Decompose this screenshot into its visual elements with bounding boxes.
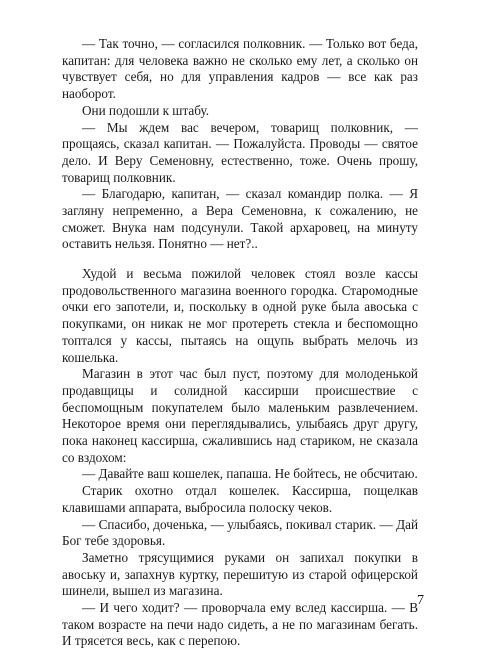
paragraph: — Так точно, — согласился полковник. — Только вот беда, капитан: для человека важно не сколько ему лет, а сколько он чувствует себя, но для управления кадров — все как раз наоборот. xyxy=(62,36,418,102)
paragraph: Магазин в этот час был пуст, поэтому для молоденькой продавщицы и солидной кассирши происшествие с беспомощным покупателем было маленьким развлечением. Некоторое время они переглядывались, улыбаясь друг другу, пока наконец кассирша, сжалившись над стариком, не сказала со вздохом: xyxy=(62,366,418,465)
paragraph: — Мы ждем вас вечером, товарищ полковник, — прощаясь, сказал капитан. — Пожалуйста. Проводы — святое дело. И Веру Семеновну, естественно, тоже. Очень прошу, товарищ полковник. xyxy=(62,119,418,185)
section-1 xyxy=(62,36,418,253)
paragraph: Старик охотно отдал кошелек. Кассирша, пощелкав клавишами аппарата, выбросила полоску чеков. xyxy=(62,483,418,515)
paragraph: Они подошли к штабу. xyxy=(82,102,210,118)
paragraph: — Благодарю, капитан, — сказал командир полка. — Я загляну непременно, а Вера Семеновна, к сожалению, не сможет. Внука нам подсунули. Такой архаровец, на минуту оставить нельзя. Понятно — нет?.. xyxy=(62,186,418,252)
section-2 xyxy=(62,266,418,650)
paragraph: — И чего ходит? — проворчала ему вслед кассирша. — В таком возрасте на печи надо сидеть, а не по магазинам бегать. И трясется весь, как с перепою. xyxy=(62,600,418,649)
page-number: 7 xyxy=(417,593,424,608)
paragraph: Худой и весьма пожилой человек стоял возле кассы продовольственного магазина военного городка. Старомодные очки его запотели, и, поскольку в одной руке была авоська с покупками, он никак не мог протереть стекла и беспомощно топтался у кассы, пытаясь на ощупь выбрать мелочь из кошелька. xyxy=(62,266,418,365)
paragraph: Заметно трясущимися руками он запихал покупки в авоську и, запахнув куртку, перешитую из старой офицерской шинели, вышел из магазина. xyxy=(62,549,418,599)
paragraph: — Давайте ваш кошелек, папаша. Не бойтесь, не обсчитаю. xyxy=(82,466,418,482)
paragraph: — Спасибо, доченька, — улыбаясь, покивал старик. — Дай Бог тебе здоровья. xyxy=(62,516,418,549)
